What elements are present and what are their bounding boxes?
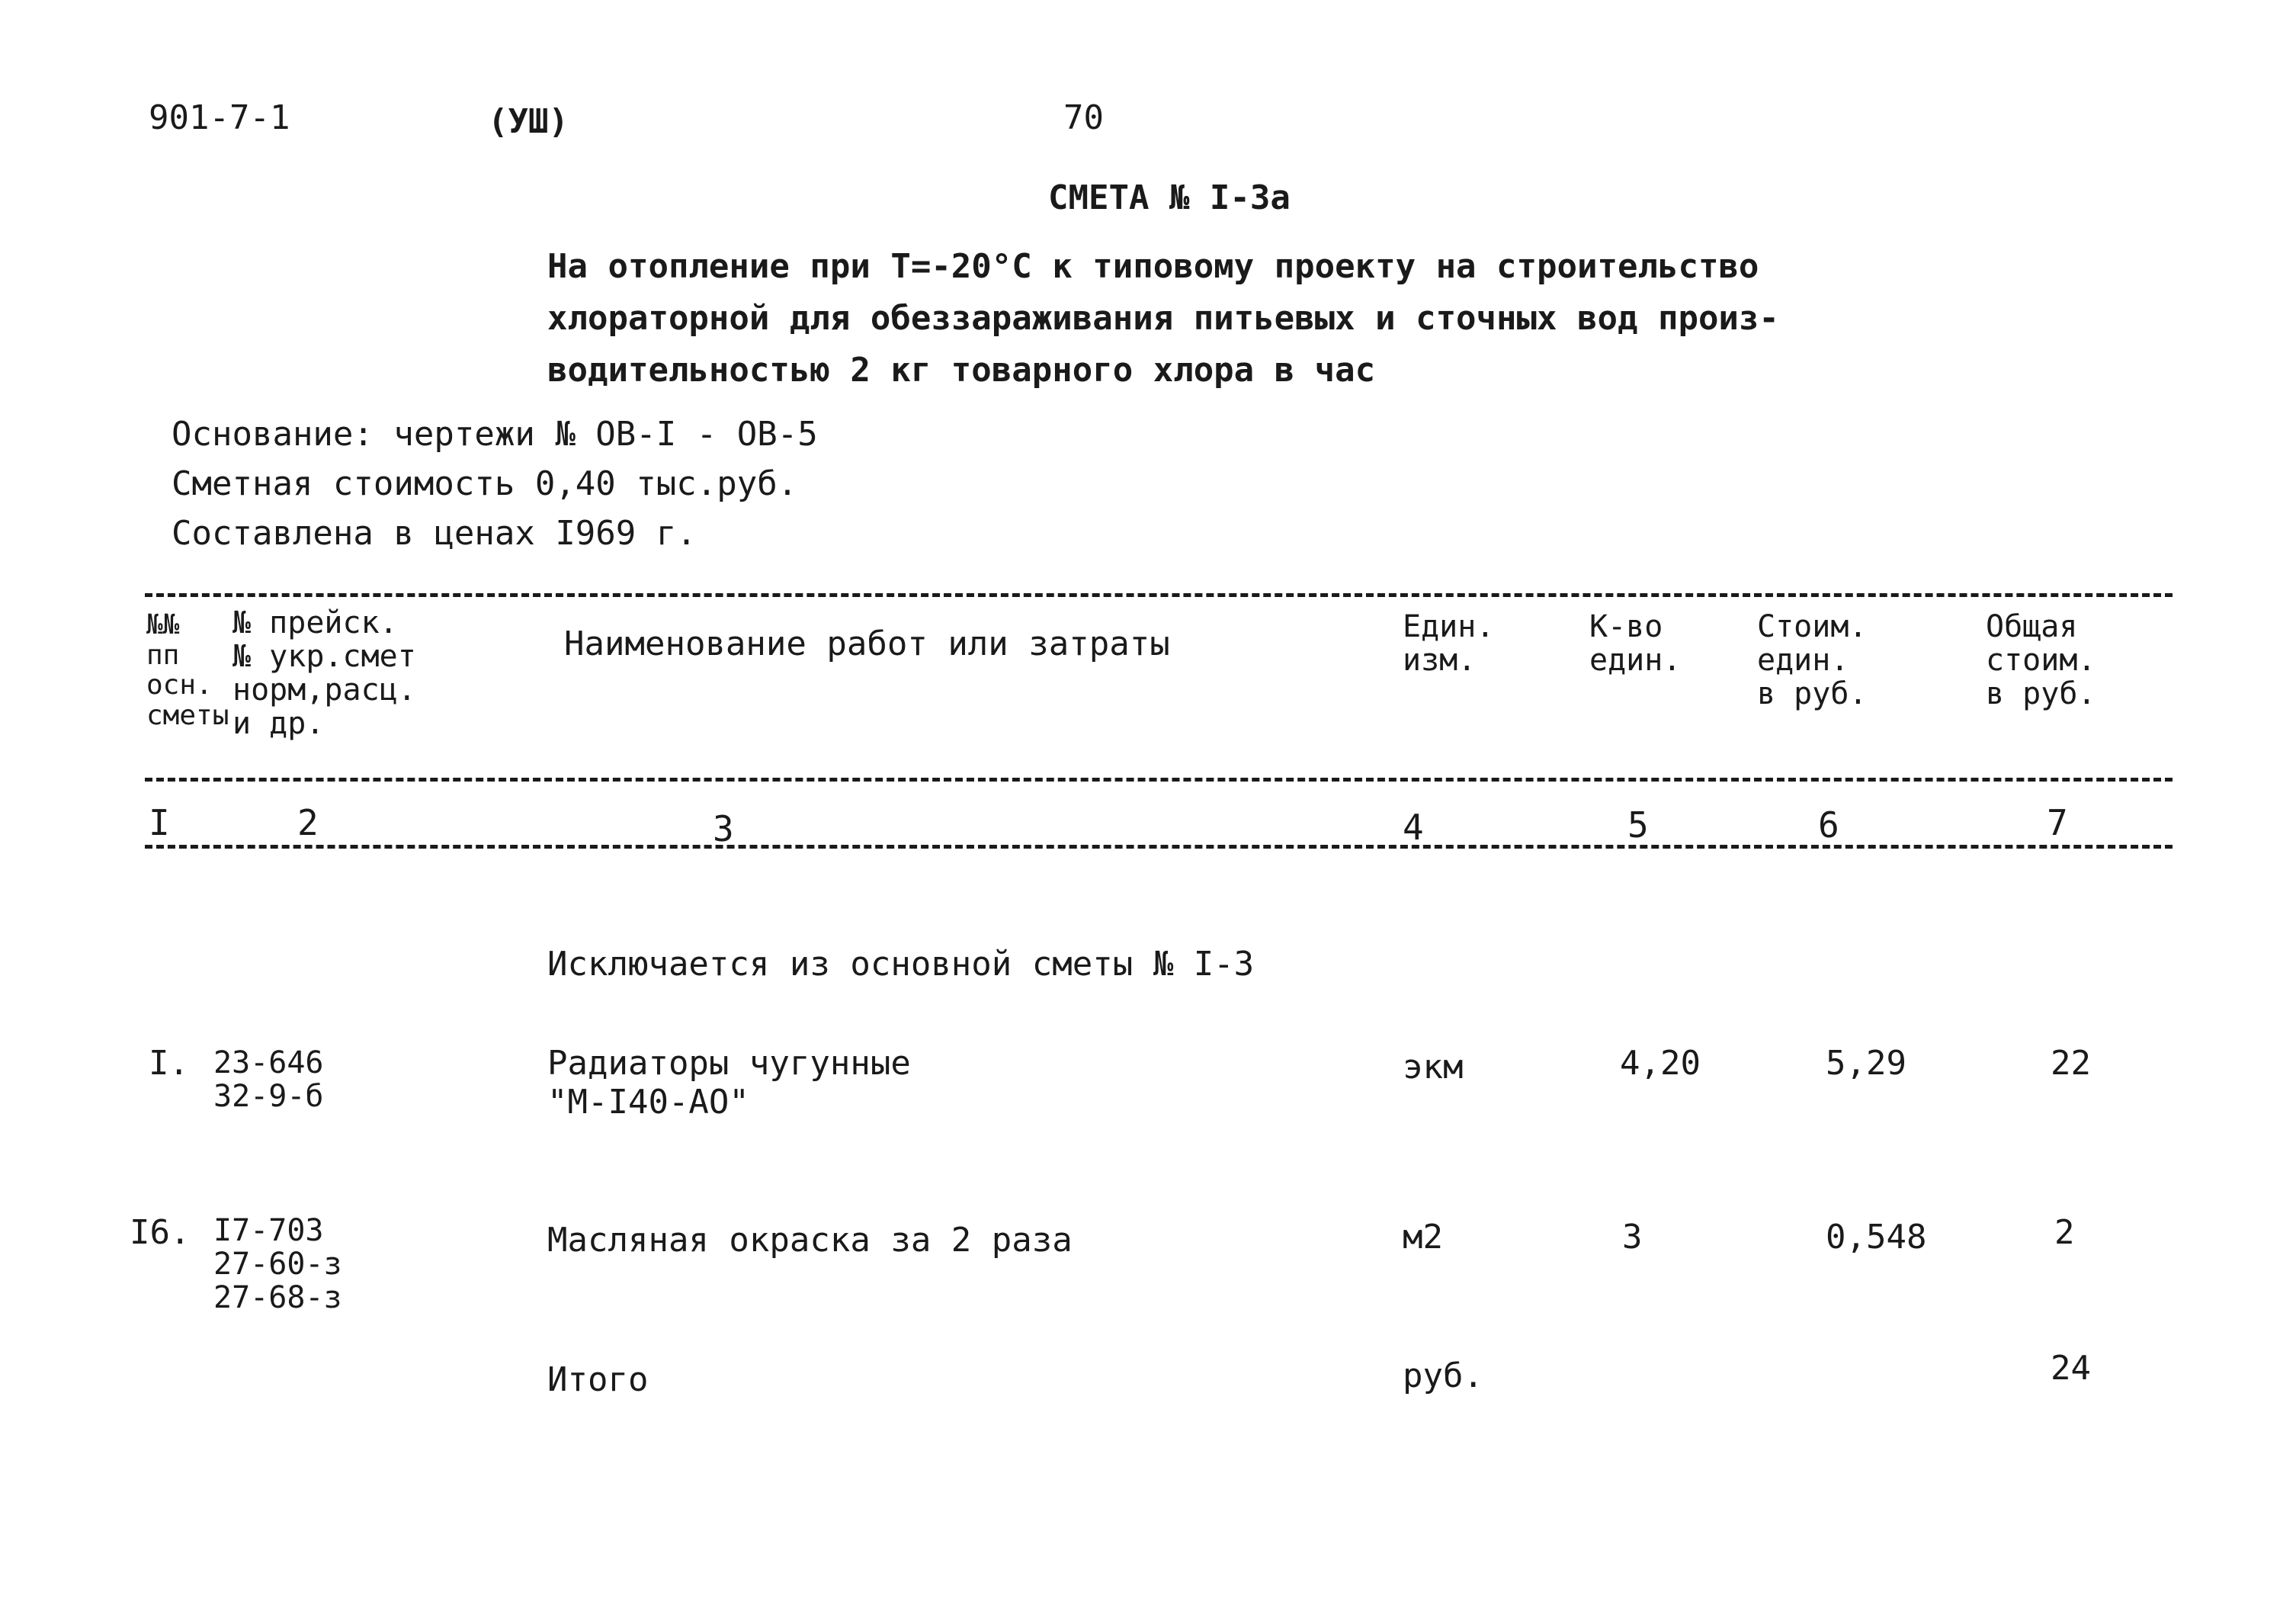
section-title: Исключается из основной сметы № I-3 bbox=[547, 945, 1255, 984]
row-qty: 3 bbox=[1622, 1218, 1643, 1257]
row-name: Масляная окраска за 2 раза bbox=[547, 1221, 1073, 1260]
column-number-4: 4 bbox=[1403, 807, 1424, 848]
subtitle-line-1: На отопление при Т=-20°С к типовому проекту на строительство bbox=[547, 247, 1759, 286]
row-unit-cost: 5,29 bbox=[1826, 1044, 1906, 1083]
column-number-1: I bbox=[149, 802, 170, 843]
header-col2: № прейск. № укр.смет норм,расц. и др. bbox=[232, 605, 416, 741]
column-number-7: 7 bbox=[2047, 802, 2068, 843]
column-number-2: 2 bbox=[297, 802, 319, 843]
header-bottom-rule bbox=[145, 778, 2173, 782]
column-number-6: 6 bbox=[1818, 804, 1839, 846]
subtitle-line-2: хлораторной для обеззараживания питьевых и сточных вод произ- bbox=[547, 299, 1779, 338]
header-col7: Общая стоим. в руб. bbox=[1986, 609, 2096, 711]
column-number-5: 5 bbox=[1627, 804, 1649, 846]
header-col1: №№ пп осн. сметы bbox=[146, 609, 229, 731]
column-number-3: 3 bbox=[713, 808, 734, 849]
estimate-title: СМЕТА № I-3а bbox=[1048, 178, 1291, 217]
row-number: I. bbox=[149, 1044, 189, 1083]
total-value: 24 bbox=[2051, 1349, 2091, 1388]
row-refs: 23-646 32-9-б bbox=[213, 1045, 324, 1114]
row-number: I6. bbox=[130, 1213, 191, 1252]
column-numbers-rule bbox=[145, 845, 2173, 849]
basis-line: Основание: чертежи № ОВ-I - ОВ-5 bbox=[172, 415, 818, 454]
row-unit: м2 bbox=[1403, 1218, 1443, 1257]
header-col4: Един. изм. bbox=[1403, 609, 1495, 678]
row-qty: 4,20 bbox=[1620, 1044, 1701, 1083]
page-number: 70 bbox=[1063, 98, 1104, 137]
table-top-rule bbox=[145, 593, 2173, 597]
row-unit: экм bbox=[1403, 1048, 1464, 1087]
document-code: 901-7-1 bbox=[149, 98, 290, 137]
total-label: Итого bbox=[547, 1360, 649, 1399]
row-total: 22 bbox=[2051, 1044, 2091, 1083]
volume-label: (УШ) bbox=[488, 102, 569, 141]
row-unit-cost: 0,548 bbox=[1826, 1218, 1927, 1257]
header-col3: Наименование работ или затраты bbox=[564, 624, 1170, 663]
prices-line: Составлена в ценах I969 г. bbox=[172, 514, 697, 553]
header-col6: Стоим. един. в руб. bbox=[1757, 609, 1868, 711]
header-col5: К-во един. bbox=[1589, 609, 1682, 678]
row-total: 2 bbox=[2054, 1213, 2075, 1252]
row-refs: I7-703 27-60-з 27-68-з bbox=[213, 1213, 342, 1315]
row-name: Радиаторы чугунные "М-I40-АО" bbox=[547, 1044, 911, 1122]
subtitle-line-3: водительностью 2 кг товарного хлора в час bbox=[547, 351, 1376, 390]
cost-line: Сметная стоимость 0,40 тыс.руб. bbox=[172, 464, 798, 503]
total-unit: руб. bbox=[1403, 1356, 1483, 1395]
